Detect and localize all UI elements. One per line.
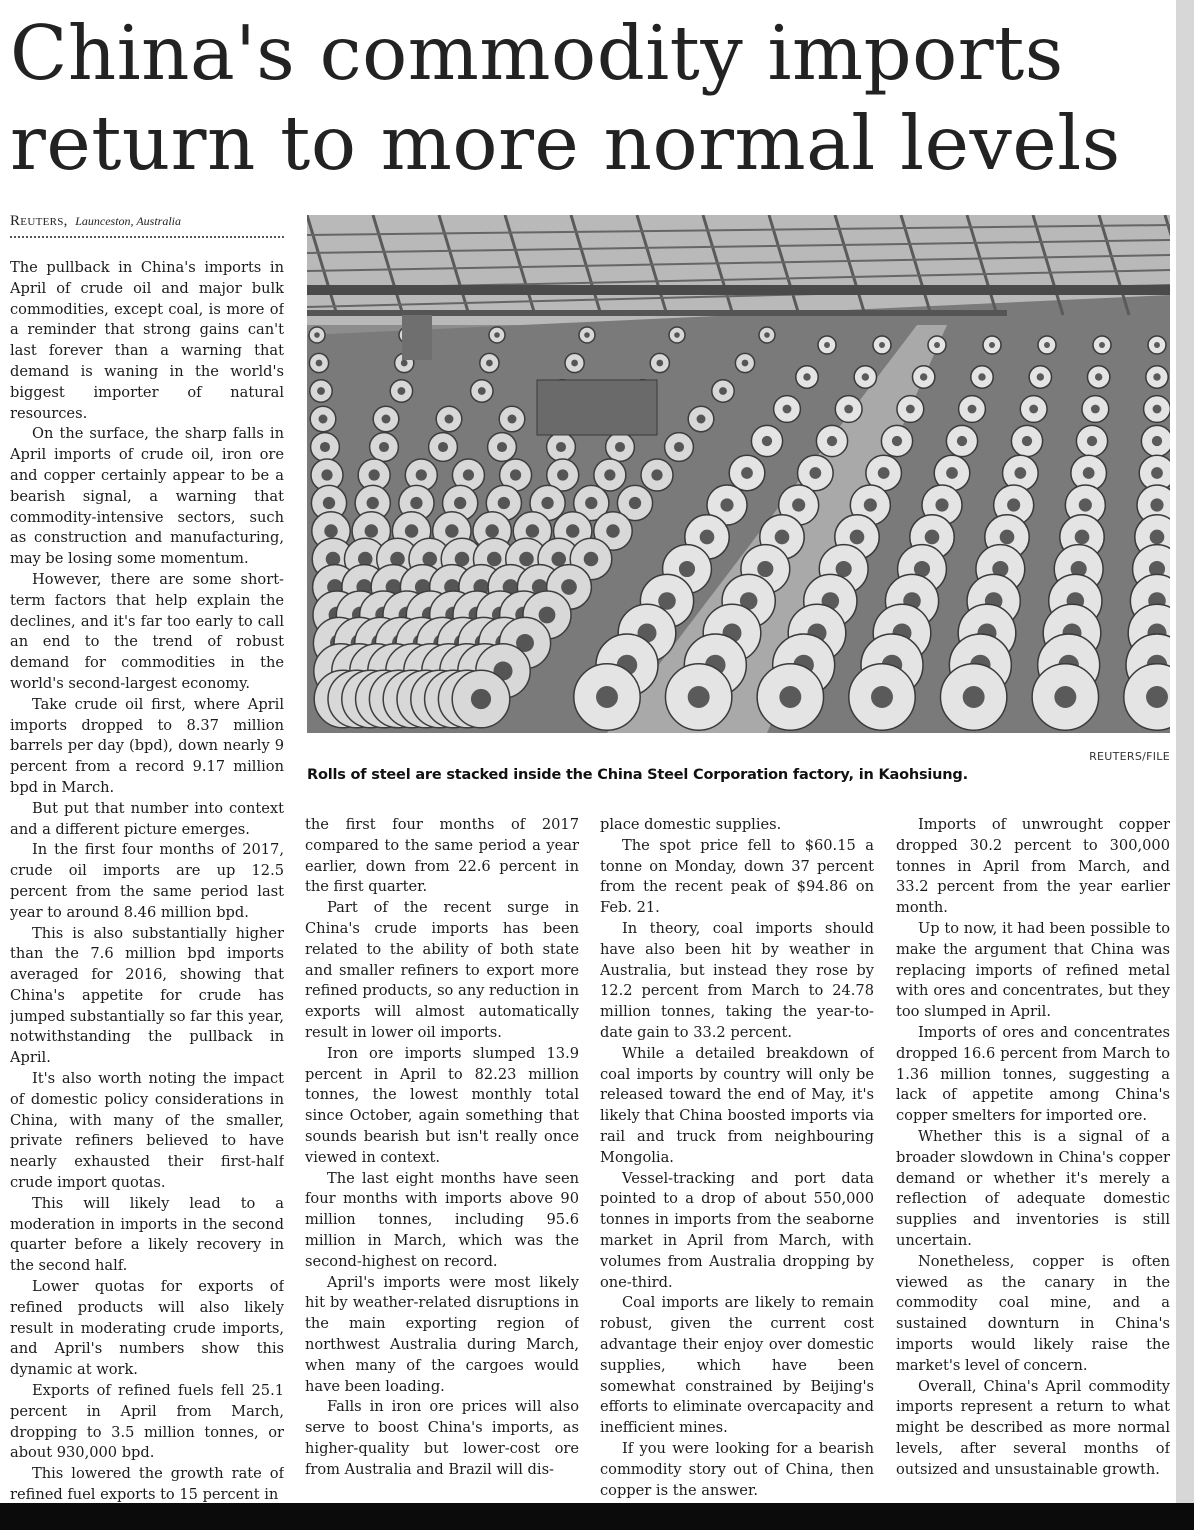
- article-paragraph: Falls in iron ore prices will also serve to boost China's imports, as higher-quality but lower-cost ore from Australia and Brazil will dis-: [305, 1398, 579, 1478]
- article-paragraph: Imports of ores and concentrates dropped 16.6 percent from March to 1.36 million tonnes, suggesting a lack of appetite among China's copper smelters for imported ore.: [896, 1023, 1170, 1125]
- article-paragraph: It's also worth noting the impact of domestic policy considerations in China, with many of the smaller, private refiners believed to have nearly exhausted their first-half crude import quotas.: [10, 1070, 284, 1192]
- article-paragraph: the first four months of 2017 compared to the same period a year earlier, down from 22.6 percent in the first quarter.: [305, 816, 579, 896]
- article-column-2: [305, 815, 579, 1503]
- article-paragraph: While a detailed breakdown of coal imports by country will only be released toward the end of May, it's likely that China boosted imports via rail and truck from neighbouring Mongolia.: [600, 1044, 874, 1166]
- article-paragraph: In the first four months of 2017, crude oil imports are up 12.5 percent from the same period last year to around 8.46 million bpd.: [10, 841, 284, 921]
- article-paragraph: Iron ore imports slumped 13.9 percent in April to 82.23 million tonnes, the lowest monthly total since October, again something that sounds bearish but isn't really once viewed in context.: [305, 1044, 579, 1166]
- article-paragraph: Whether this is a signal of a broader slowdown in China's copper demand or whether it's merely a reflection of adequate domestic supplies and inventories is still uncertain.: [896, 1127, 1170, 1249]
- byline: [10, 213, 284, 238]
- photo-caption: Rolls of steel are stacked inside the China Steel Corporation factory, in Kaohsiung.: [307, 767, 968, 783]
- article-paragraph: This lowered the growth rate of refined fuel exports to 15 percent in: [10, 1465, 284, 1503]
- article-paragraph: Lower quotas for exports of refined products will also likely result in moderating crude imports, and April's numbers show this dynamic at work.: [10, 1278, 284, 1379]
- page-edge-bar: [1176, 0, 1194, 1530]
- steel-coils-photo: [307, 215, 1170, 733]
- article-paragraph: This is also substantially higher than the 7.6 million bpd imports averaged for 2016, showing that China's appetite for crude has jumped substantially so far this year, notwithstanding the pullback in April.: [10, 924, 284, 1067]
- article-paragraph: If you were looking for a bearish commodity story out of China, then copper is the answer.: [600, 1439, 874, 1499]
- article-paragraph: place domestic supplies.: [600, 816, 782, 833]
- article-paragraph: This will likely lead to a moderation in imports in the second quarter before a likely recovery in the second half.: [10, 1194, 284, 1275]
- article-column-4: [896, 815, 1170, 1503]
- article-paragraph: Up to now, it had been possible to make the argument that China was replacing imports of refined metal with ores and concentrates, but they too slumped in April.: [896, 919, 1170, 1021]
- article-paragraph: The pullback in China's imports in April of crude oil and major bulk commodities, except coal, is more of a reminder that strong gains can't last forever than a warning that demand is waning in the world's biggest importer of natural resources.: [10, 259, 284, 422]
- article-paragraph: April's imports were most likely hit by weather-related disruptions in the main exporting region of northwest Australia during March, when many of the cargoes would have been loading.: [305, 1273, 579, 1395]
- article-paragraph: However, there are some short-term factors that help explain the declines, and it's far too early to call an end to the trend of robust demand for commodities in the world's second-largest economy.: [10, 570, 284, 692]
- article-column-3: [600, 815, 874, 1503]
- article-paragraph: But put that number into context and a different picture emerges.: [10, 799, 284, 838]
- photo-credit: REUTERS/FILE: [1089, 750, 1170, 763]
- article-column-1: [10, 258, 284, 1503]
- article-paragraph: Imports of unwrought copper dropped 30.2 percent to 300,000 tonnes in April from March, and 33.2 percent from the year earlier month.: [896, 816, 1170, 917]
- article-paragraph: Vessel-tracking and port data pointed to a drop of about 550,000 tonnes in imports from the seaborne market in April from March, with volumes from Australia dropping by one-third.: [600, 1169, 874, 1291]
- article-paragraph: Exports of refined fuels fell 25.1 percent in April from March, dropping to 3.5 million tonnes, or about 930,000 bpd.: [10, 1382, 284, 1462]
- article-paragraph: On the surface, the sharp falls in April imports of crude oil, iron ore and copper certainly appear to be a bearish signal, a warning that commodity-intensive sectors, such as construction and manufacturing, may be losing some momentum.: [10, 425, 284, 568]
- article-paragraph: Take crude oil first, where April imports dropped to 8.37 million barrels per day (bpd), down nearly 9 percent from a record 9.17 million bpd in March.: [10, 695, 284, 796]
- article-paragraph: Coal imports are likely to remain robust, given the current cost advantage their enjoy over domestic supplies, which have been somewhat constrained by Beijing's efforts to eliminate overcapacity and inefficient mines.: [600, 1294, 874, 1437]
- byline-agency: Reuters,: [10, 213, 68, 229]
- article-paragraph: The last eight months have seen four months with imports above 90 million tonnes, including 95.6 million in March, which was the second-highest on record.: [305, 1169, 579, 1270]
- article-paragraph: Nonetheless, copper is often viewed as the canary in the commodity coal mine, and a sustained downturn in China's imports would likely raise the market's level of concern.: [896, 1252, 1170, 1374]
- page-bottom-bar: [0, 1503, 1194, 1530]
- article-paragraph: Part of the recent surge in China's crude imports has been related to the ability of both state and smaller refiners to export more refined products, so any reduction in exports will almost automatically result in lower oil imports.: [305, 899, 579, 1041]
- steel-coils-warehouse-photo: [307, 215, 1170, 733]
- byline-location: Launceston, Australia: [75, 214, 182, 228]
- article-paragraph: In theory, coal imports should have also been hit by weather in Australia, but instead they rose by 12.2 percent from March to 24.78 million tonnes, taking the year-to-date gain to 33.2 percent.: [600, 919, 874, 1041]
- headline: China's commodity imports return to more normal levels: [10, 9, 1121, 187]
- article-paragraph: The spot price fell to $60.15 a tonne on Monday, down 37 percent from the recent peak of $94.86 on Feb. 21.: [600, 836, 874, 917]
- article-paragraph: Overall, China's April commodity imports represent a return to what might be described as more normal levels, after several months of outsized and unsustainable growth.: [896, 1377, 1170, 1478]
